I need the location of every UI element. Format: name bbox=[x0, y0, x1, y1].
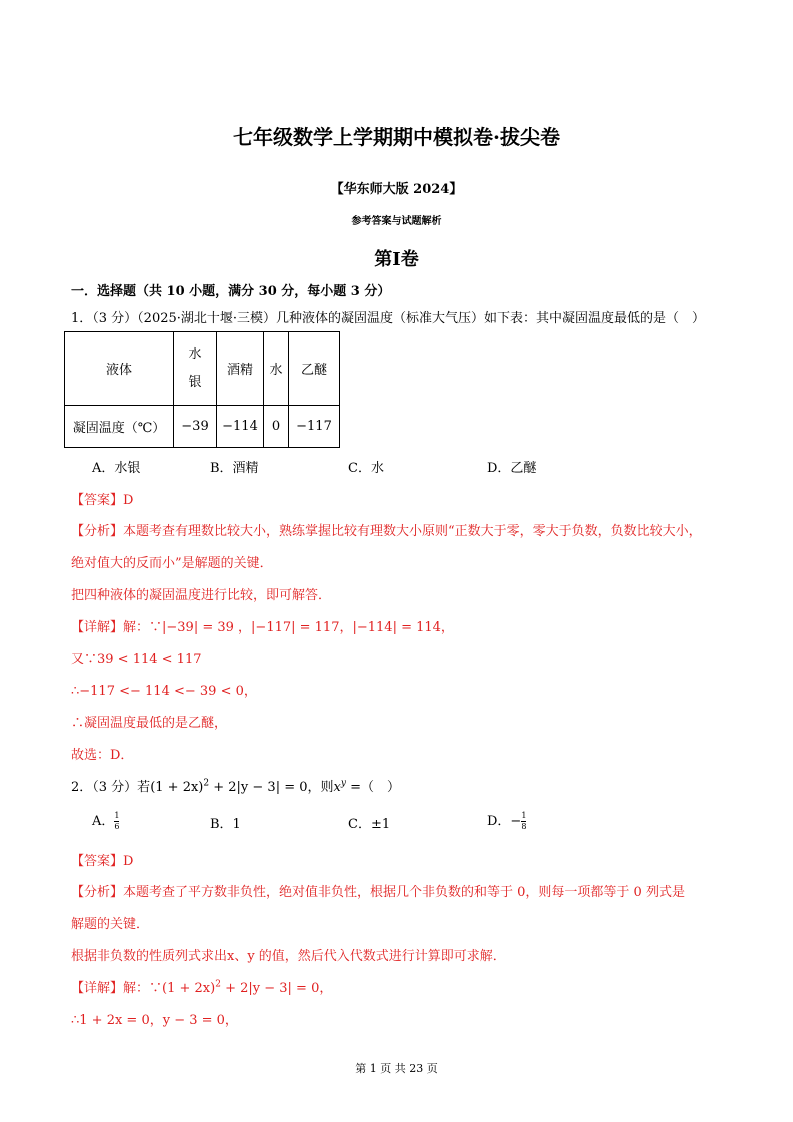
table-header-alcohol: 酒精 bbox=[217, 332, 264, 406]
table-header-water: 水 bbox=[264, 332, 289, 406]
page-footer: 第 1 页 共 23 页 bbox=[355, 1062, 438, 1075]
q2-detail-line1: 【详解】解：∵(1 + 2x)$^2$ + 2|y − 3| = 0， bbox=[71, 979, 333, 996]
q1-analysis-line2: 绝对值大的反而小”是解题的关键． bbox=[71, 556, 273, 571]
q1-answer: 【答案】D bbox=[71, 493, 134, 508]
q2-analysis-line3: 根据非负数的性质列式求出x、y 的值，然后代入代数式进行计算即可求解． bbox=[71, 949, 506, 964]
q1-analysis-line1: 【分析】本题考查有理数比较大小，熟练掌握比较有理数大小原则“正数大于零，零大于负数，负数比较大小， bbox=[71, 524, 702, 539]
q1-detail-line2: 又∵39 < 114 < 117 bbox=[71, 652, 202, 667]
table-row-label: 凝固温度（℃） bbox=[65, 406, 174, 448]
table-cell-mercury: −39 bbox=[174, 406, 217, 448]
subtitle: 参考答案与试题解析 bbox=[351, 216, 442, 227]
table-header-liquid: 液体 bbox=[65, 332, 174, 406]
table-cell-water: 0 bbox=[264, 406, 289, 448]
q1-analysis-line3: 把四种液体的凝固温度进行比较，即可解答． bbox=[71, 588, 332, 603]
q2-option-a: A． $\frac{1}{6}$ bbox=[92, 811, 120, 831]
q2-option-c: C．±1 bbox=[348, 817, 391, 832]
q1-option-b: B．酒精 bbox=[210, 461, 259, 476]
table-cell-ether: −117 bbox=[289, 406, 340, 448]
q2-analysis-line1: 【分析】本题考查了平方数非负性，绝对值非负性，根据几个非负数的和等于 0，则每一项都等于 0 列式是 bbox=[71, 885, 685, 900]
volume-heading: 第I卷 bbox=[374, 249, 419, 270]
fraction-one-eighth: $\frac{1}{8}$ bbox=[521, 811, 527, 831]
q2-option-b: B．1 bbox=[210, 817, 241, 832]
edition-label: 【华东师大版 2024】 bbox=[330, 182, 463, 197]
q1-stem: 1．（3 分）（2025·湖北十堰·三模）几种液体的凝固温度（标准大气压）如下表：其中凝固温度最低的是（ ） bbox=[71, 311, 706, 326]
q1-option-c: C．水 bbox=[348, 461, 384, 476]
q2-detail-line2: ∴1 + 2x = 0，y − 3 = 0， bbox=[71, 1013, 238, 1028]
q1-detail-line4: ∴凝固温度最低的是乙醚， bbox=[71, 716, 228, 731]
section-heading: 一．选择题（共 10 小题，满分 30 分，每小题 3 分） bbox=[71, 284, 391, 299]
document-title: 七年级数学上学期期中模拟卷·拔尖卷 bbox=[233, 125, 560, 149]
q2-answer: 【答案】D bbox=[71, 854, 134, 869]
q2-stem: 2．（3 分）若$(1 + 2x)^2 + 2|y - 3| = 0$，则$x^y$ =（ ） bbox=[71, 778, 400, 795]
q2-option-d: D．− $\frac{1}{8}$ bbox=[487, 811, 527, 831]
q1-detail-line1: 【详解】解：∵|−39| = 39 ，|−117| = 117，|−114| = 114， bbox=[71, 620, 454, 635]
q1-option-a: A．水银 bbox=[92, 461, 141, 476]
table-header-ether: 乙醚 bbox=[289, 332, 340, 406]
q1-detail-line3: ∴−117 <− 114 <− 39 < 0， bbox=[71, 684, 257, 699]
table-header-mercury: 水 银 bbox=[174, 332, 217, 406]
q1-option-d: D．乙醚 bbox=[487, 461, 537, 476]
q2-analysis-line2: 解题的关键． bbox=[71, 917, 150, 932]
liquid-table bbox=[64, 331, 340, 448]
fraction-one-sixth: $\frac{1}{6}$ bbox=[114, 811, 120, 831]
table-cell-alcohol: −114 bbox=[217, 406, 264, 448]
q1-detail-line5: 故选：D． bbox=[71, 748, 134, 763]
